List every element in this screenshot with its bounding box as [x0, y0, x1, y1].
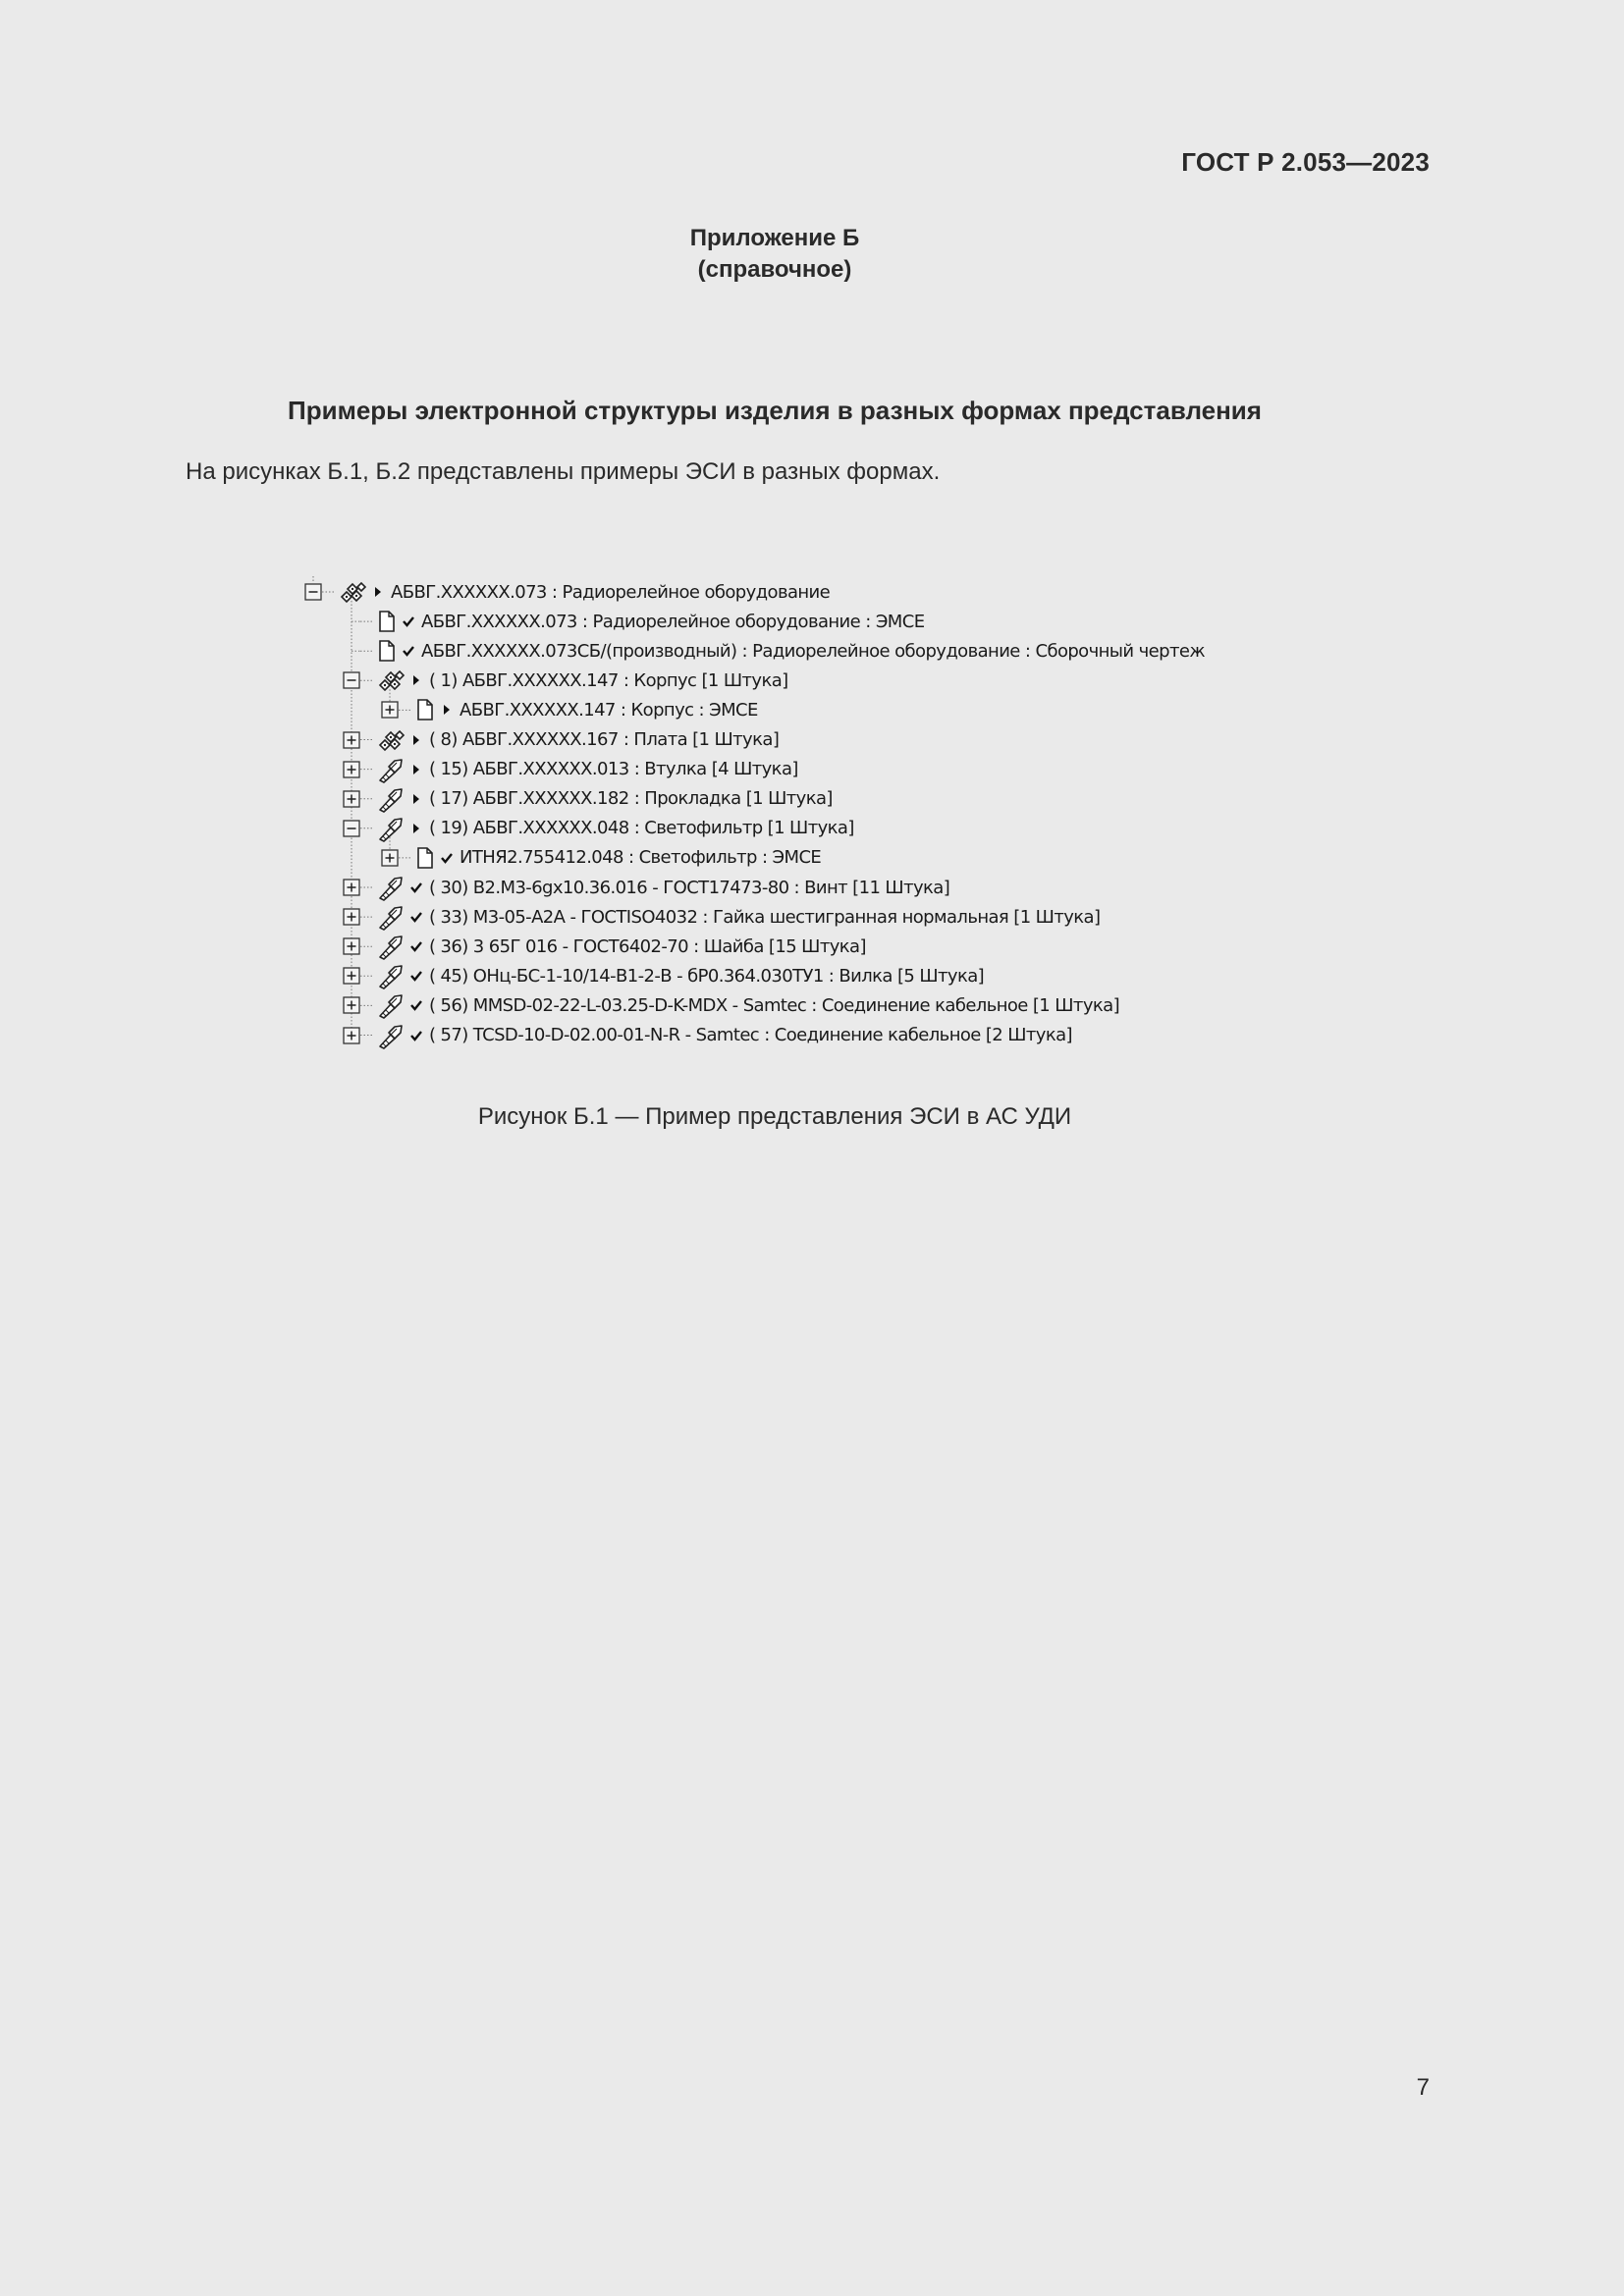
arrow-right-icon: [409, 822, 423, 835]
tree-row-label: АБВГ.XXXXXX.147 : Корпус : ЭМСЕ: [460, 699, 758, 721]
part-icon: [376, 932, 406, 961]
tree-row-label: ( 36) 3 65Г 016 - ГОСТ6402-70 : Шайба [15 Штука]: [429, 935, 866, 957]
tree-row-label: ( 19) АБВГ.XXXXXX.048 : Светофильтр [1 Штука]: [429, 818, 854, 839]
check-icon: [409, 881, 423, 894]
check-icon: [409, 969, 423, 983]
part-icon: [376, 873, 406, 902]
arrow-right-icon: [409, 733, 423, 747]
tree-row-label: ( 17) АБВГ.XXXXXX.182 : Прокладка [1 Штука]: [429, 788, 833, 810]
tree-row[interactable]: [343, 961, 984, 990]
arrow-right-icon: [409, 673, 423, 687]
collapse-minus-icon[interactable]: [304, 583, 322, 601]
assembly-icon: [338, 577, 367, 607]
expand-plus-icon[interactable]: [343, 996, 360, 1014]
arrow-right-icon: [440, 703, 454, 717]
check-icon: [409, 910, 423, 924]
check-icon: [402, 614, 415, 628]
collapse-minus-icon[interactable]: [343, 671, 360, 689]
check-icon: [409, 939, 423, 953]
part-icon: [376, 902, 406, 932]
annex-type: (справочное): [697, 256, 852, 283]
expand-plus-icon[interactable]: [343, 908, 360, 926]
tree-row[interactable]: [343, 666, 788, 695]
tree-row[interactable]: [343, 932, 866, 961]
annex-title: Приложение Б: [689, 225, 860, 251]
expand-plus-icon[interactable]: [343, 879, 360, 896]
check-icon: [409, 1029, 423, 1042]
document-icon: [376, 607, 398, 636]
page-number: 7: [1416, 2074, 1430, 2101]
assembly-icon: [376, 666, 406, 695]
tree-row[interactable]: [343, 755, 798, 784]
tree-row[interactable]: [343, 873, 949, 902]
tree-row-label: ( 57) TCSD-10-D-02.00-01-N-R - Samtec : Соединение кабельное [2 Штука]: [429, 1025, 1072, 1045]
check-icon: [409, 998, 423, 1012]
tree-row-label: ( 30) В2.М3-6gх10.36.016 - ГОСТ17473-80 : Винт [11 Штука]: [429, 877, 950, 898]
expand-plus-icon[interactable]: [343, 790, 360, 808]
intro-paragraph: На рисунках Б.1, Б.2 представлены примеры ЭСИ в разных формах.: [186, 458, 941, 485]
arrow-right-icon: [371, 585, 385, 599]
tree-row[interactable]: [381, 843, 821, 873]
part-icon: [376, 990, 406, 1020]
expand-plus-icon[interactable]: [381, 849, 399, 867]
tree-row[interactable]: [343, 1021, 1072, 1050]
standard-code: ГОСТ Р 2.053—2023: [1181, 147, 1430, 177]
part-icon: [376, 755, 406, 784]
expand-plus-icon[interactable]: [343, 937, 360, 955]
document-icon: [376, 636, 398, 666]
tree-row[interactable]: [343, 636, 1205, 666]
tree-row-label: ( 45) ОНц-БС-1-10/14-В1-2-В - бР0.364.030ТУ1 : Вилка [5 Штука]: [429, 965, 985, 987]
expand-plus-icon[interactable]: [381, 701, 399, 719]
tree-row-label: ( 15) АБВГ.XXXXXX.013 : Втулка [4 Штука]: [429, 759, 798, 780]
tree-row[interactable]: [304, 577, 830, 607]
tree-row-label: АБВГ.XXXXXX.073 : Радиорелейное оборудование: [391, 581, 831, 603]
tree-row-label: ( 8) АБВГ.XXXXXX.167 : Плата [1 Штука]: [429, 729, 780, 750]
expand-plus-icon[interactable]: [343, 731, 360, 749]
tree-row[interactable]: [343, 990, 1119, 1020]
tree-row[interactable]: [343, 784, 833, 814]
collapse-minus-icon[interactable]: [343, 820, 360, 837]
tree-spacer: [343, 642, 360, 660]
expand-plus-icon[interactable]: [343, 761, 360, 778]
tree-row[interactable]: [343, 902, 1100, 932]
tree-row-label: ( 56) MMSD-02-22-L-03.25-D-K-MDX - Samtec : Соединение кабельное [1 Штука]: [429, 994, 1119, 1016]
assembly-icon: [376, 725, 406, 755]
part-icon: [376, 784, 406, 814]
section-title: Примеры электронной структуры изделия в разных формах представления: [288, 396, 1262, 425]
part-icon: [376, 1021, 406, 1050]
document-icon: [414, 695, 436, 724]
arrow-right-icon: [409, 763, 423, 776]
tree-row[interactable]: [343, 814, 854, 843]
document-icon: [414, 843, 436, 873]
tree-row[interactable]: [343, 607, 924, 636]
expand-plus-icon[interactable]: [343, 1027, 360, 1044]
tree-row-label: ИТНЯ2.755412.048 : Светофильтр : ЭМСЕ: [460, 847, 822, 869]
tree-spacer: [343, 613, 360, 630]
tree-row-label: АБВГ.XXXXXX.073 : Радиорелейное оборудование : ЭМСЕ: [421, 611, 925, 632]
tree-row-label: ( 1) АБВГ.XXXXXX.147 : Корпус [1 Штука]: [429, 669, 788, 691]
tree-row[interactable]: [343, 725, 779, 755]
tree-row-label: АБВГ.XXXXXX.073СБ/(производный) : Радиорелейное оборудование : Сборочный чертеж: [421, 640, 1205, 662]
check-icon: [402, 644, 415, 658]
arrow-right-icon: [409, 792, 423, 806]
check-icon: [440, 851, 454, 865]
tree-row[interactable]: [381, 695, 758, 724]
figure-caption: Рисунок Б.1 — Пример представления ЭСИ в АС УДИ: [477, 1103, 1072, 1130]
expand-plus-icon[interactable]: [343, 967, 360, 985]
part-icon: [376, 814, 406, 843]
tree-row-label: ( 33) М3-05-А2А - ГОСТISO4032 : Гайка шестигранная нормальная [1 Штука]: [429, 906, 1101, 928]
part-icon: [376, 961, 406, 990]
